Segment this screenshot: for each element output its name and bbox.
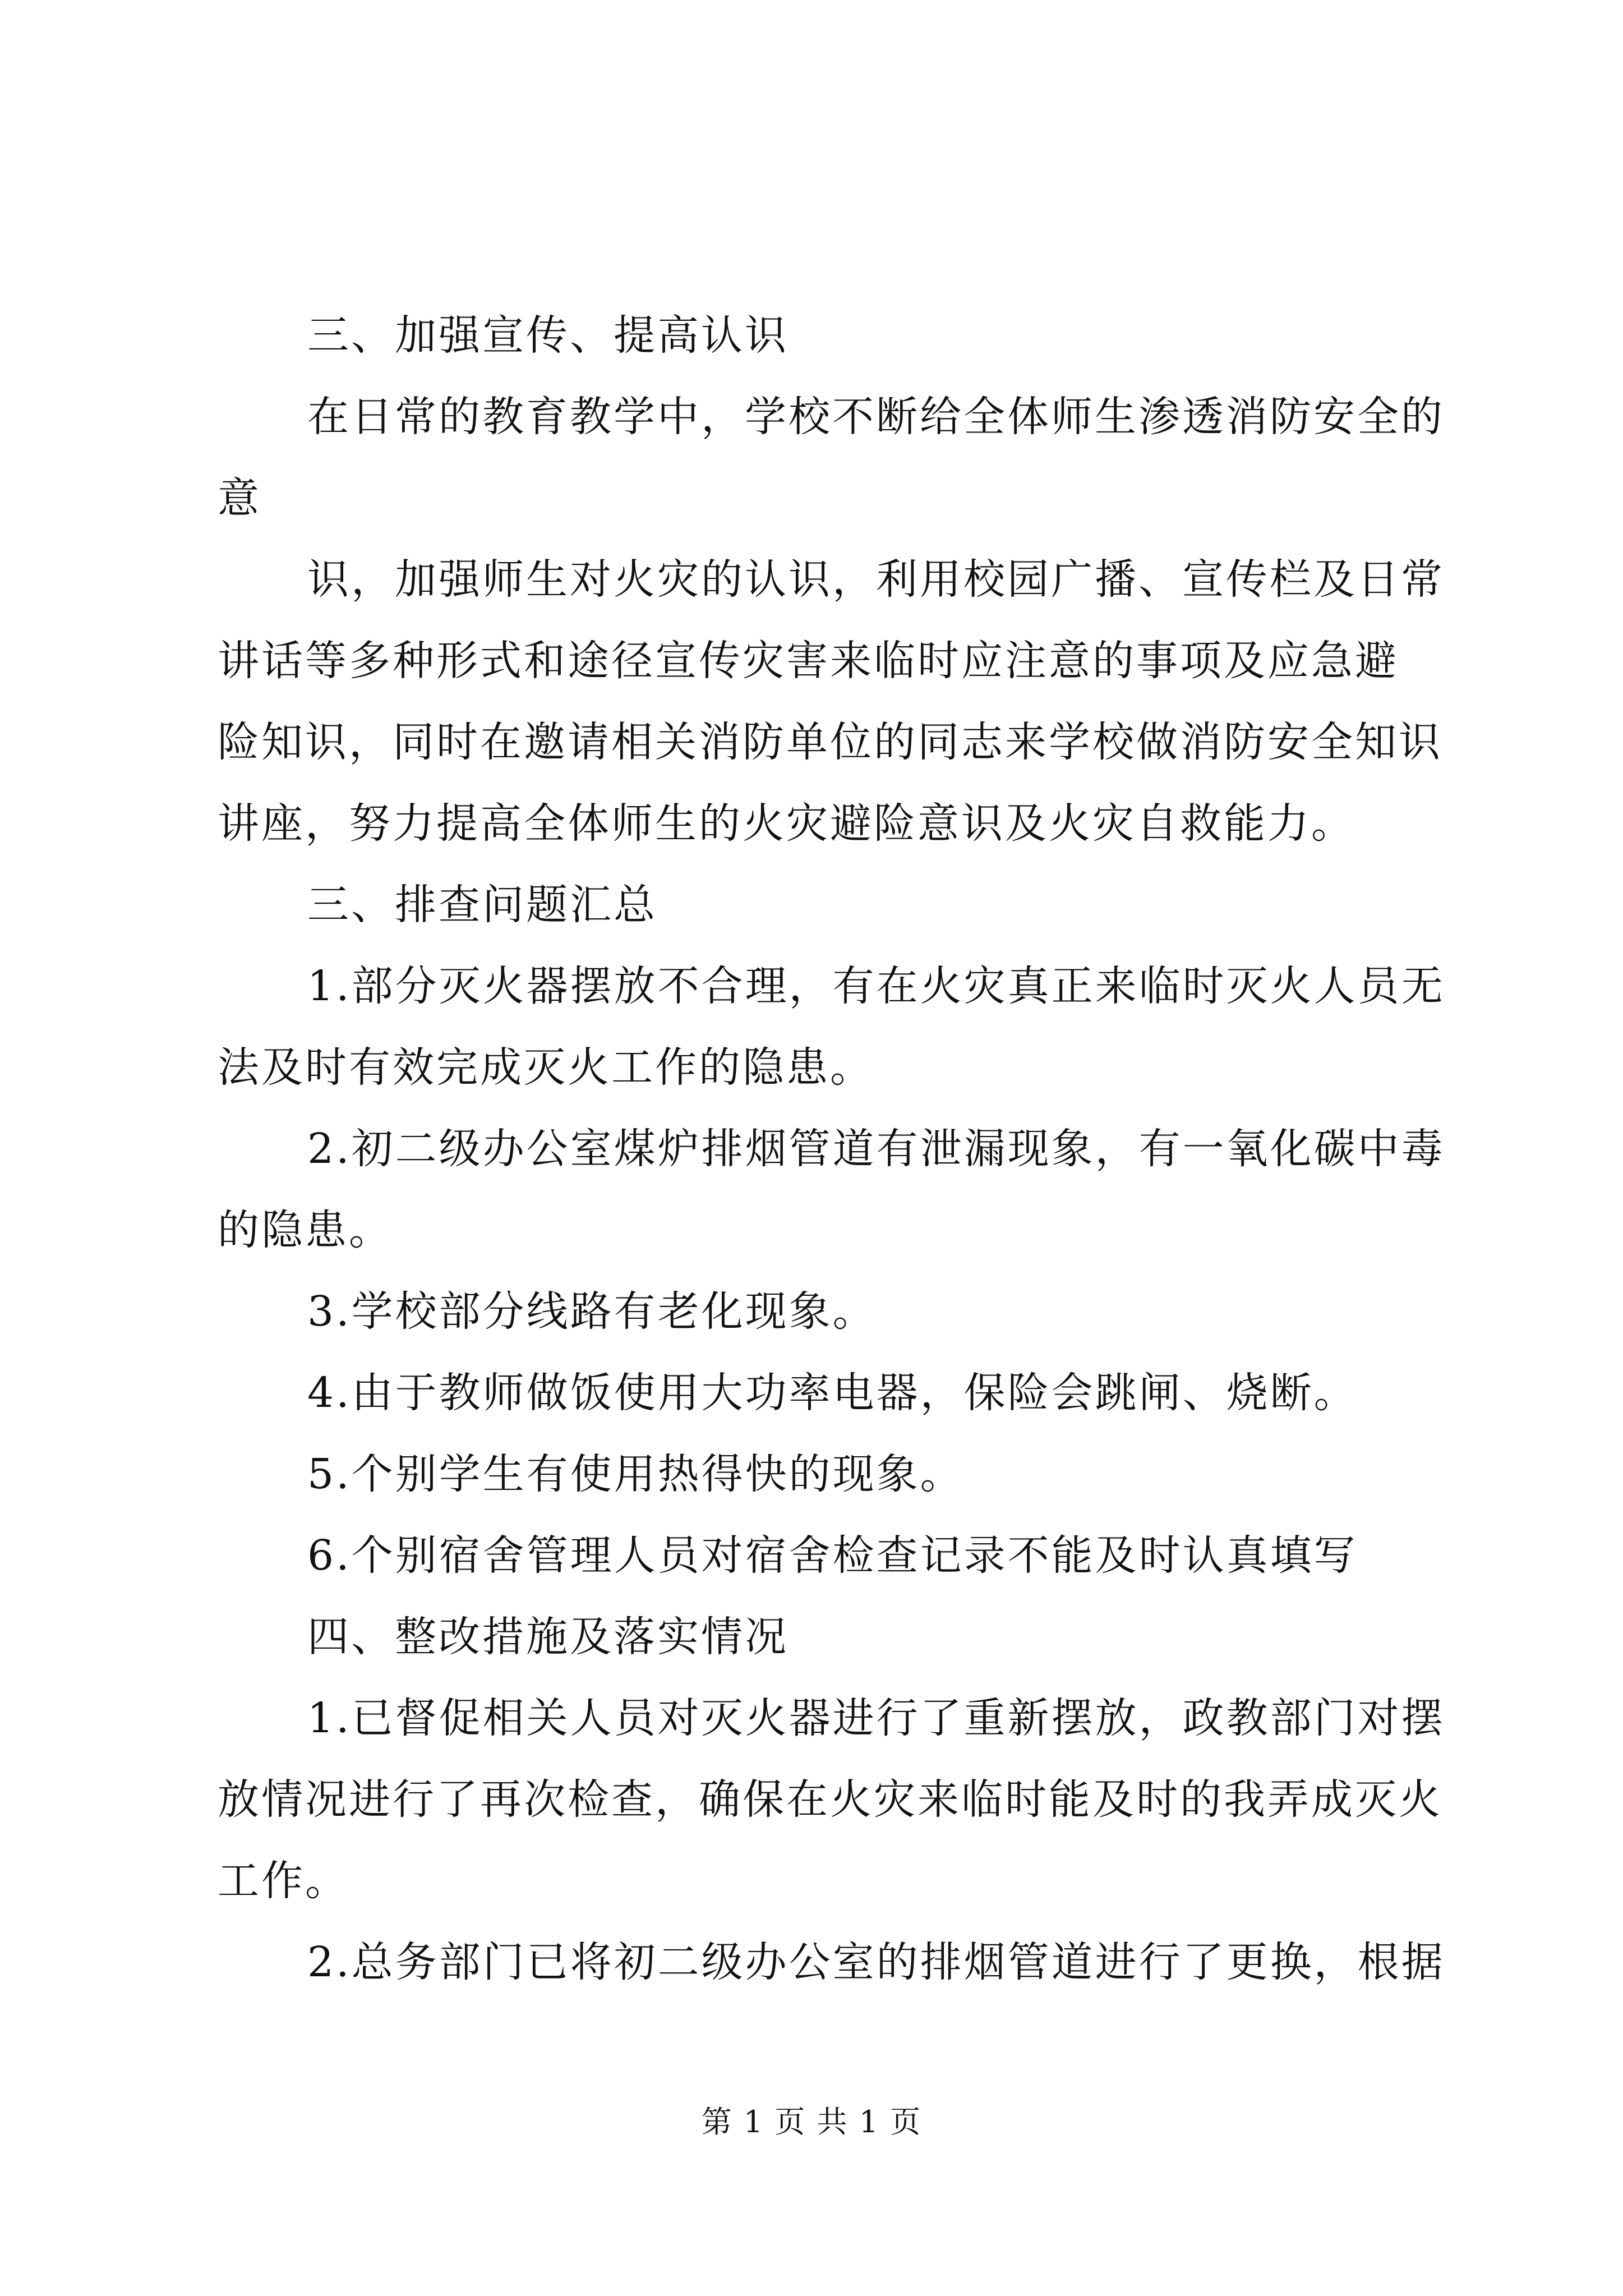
list-item: 1.已督促相关人员对灭火器进行了重新摆放，政教部门对摆 <box>307 1694 1445 1742</box>
list-item: 1.部分灭火器摆放不合理，有在火灾真正来临时灭火人员无 <box>307 962 1445 1010</box>
list-item: 5.个别学生有使用热得快的现象。 <box>307 1450 964 1498</box>
section-heading: 三、加强宣传、提高认识 <box>307 311 789 360</box>
paragraph-line: 讲话等多种形式和途径宣传灾害来临时应注意的事项及应急避 <box>218 637 1399 685</box>
list-item-continuation: 工作。 <box>218 1857 349 1905</box>
list-item: 3.学校部分线路有老化现象。 <box>307 1287 877 1336</box>
paragraph-line: 险知识，同时在邀请相关消防单位的同志来学校做消防安全知识 <box>218 718 1442 766</box>
paragraph-line: 意 <box>218 474 261 522</box>
list-item-continuation: 的隐患。 <box>218 1206 393 1254</box>
section-heading: 三、排查问题汇总 <box>307 881 657 929</box>
page-footer: 第 1 页 共 1 页 <box>701 2104 922 2139</box>
paragraph-line: 讲座，努力提高全体师生的火灾避险意识及火灾自救能力。 <box>218 799 1355 848</box>
list-item: 2.总务部门已将初二级办公室的排烟管道进行了更换，根据 <box>307 1938 1445 1986</box>
paragraph-line: 在日常的教育教学中，学校不断给全体师生渗透消防安全的 <box>307 393 1445 441</box>
list-item-continuation: 法及时有效完成灭火工作的隐患。 <box>218 1043 874 1092</box>
list-item: 4.由于教师做饭使用大功率电器，保险会跳闸、烧断。 <box>307 1369 1358 1417</box>
list-item: 6.个别宿舍管理人员对宿舍检查记录不能及时认真填写 <box>307 1531 1358 1580</box>
list-item: 2.初二级办公室煤炉排烟管道有泄漏现象，有一氧化碳中毒 <box>307 1125 1445 1173</box>
paragraph-line: 识，加强师生对火灾的认识，利用校园广播、宣传栏及日常 <box>307 555 1445 604</box>
list-item-continuation: 放情况进行了再次检查，确保在火灾来临时能及时的我弄成灭火 <box>218 1775 1442 1824</box>
section-heading: 四、整改措施及落实情况 <box>307 1613 789 1661</box>
